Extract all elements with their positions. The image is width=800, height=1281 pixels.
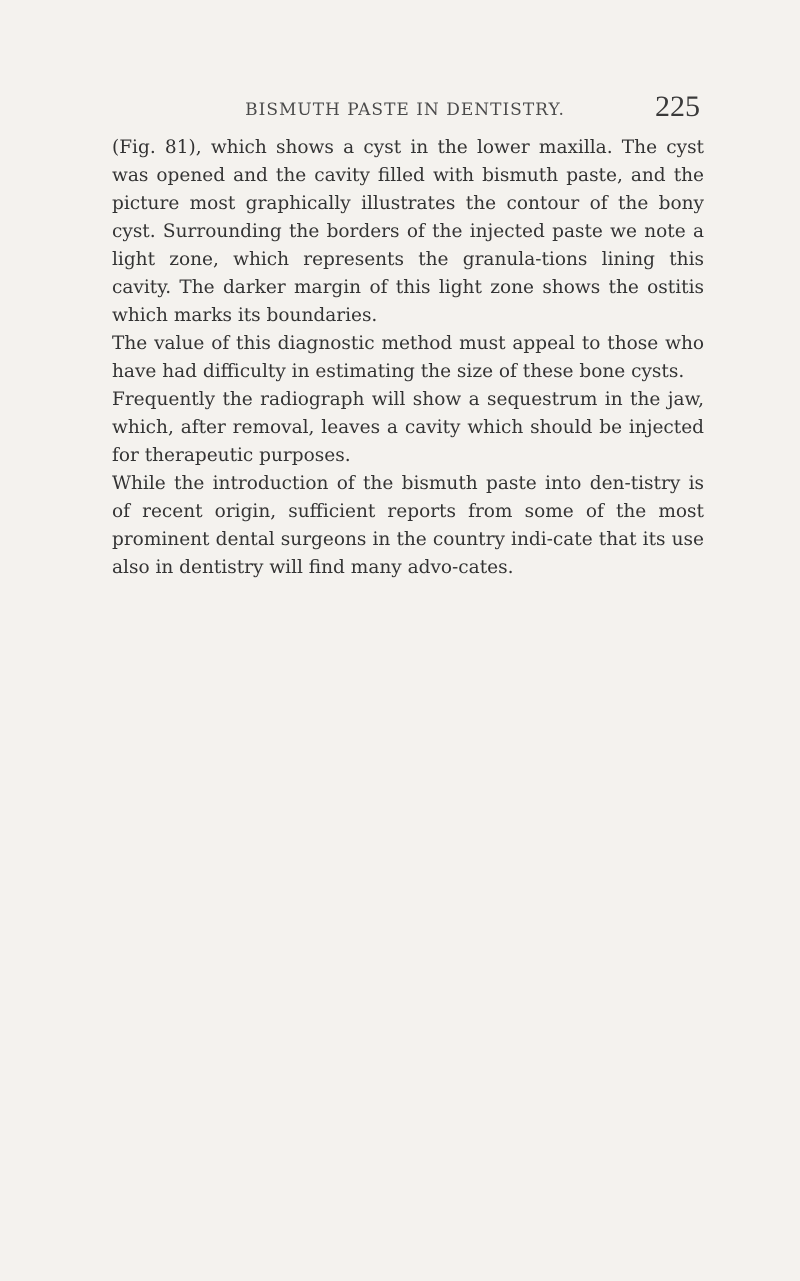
paragraph-conclusion: While the introduction of the bismuth paste into den-tistry is of recent origin, sufficient reports from some of the most prominent dental surgeons in the country indi-cate that its use also in dentistry will find many advo-cates. [112,473,704,578]
paragraph-diagnostic-value: The value of this diagnostic method must appeal to those who have had difficulty in estimating the size of these bone cysts. [112,333,704,382]
running-head [110,90,700,130]
paragraph-continued: (Fig. 81), which shows a cyst in the lower maxilla. The cyst was opened and the cavity filled with bismuth paste, and the picture most graphically illustrates the contour of the bony cyst. Surrounding the borders of the injected paste we note a light zone, which represents the granula-tions lining this cavity. The darker margin of this light zone shows the ostitis which marks its boundaries. [112,137,704,326]
page-number: 225 [655,90,700,123]
running-title: BISMUTH PASTE IN DENTISTRY. [245,100,565,120]
paragraph-sequestrum: Frequently the radiograph will show a sequestrum in the jaw, which, after removal, leaves a cavity which should be injected for therapeutic purposes. [112,389,704,466]
body-text [112,134,704,582]
